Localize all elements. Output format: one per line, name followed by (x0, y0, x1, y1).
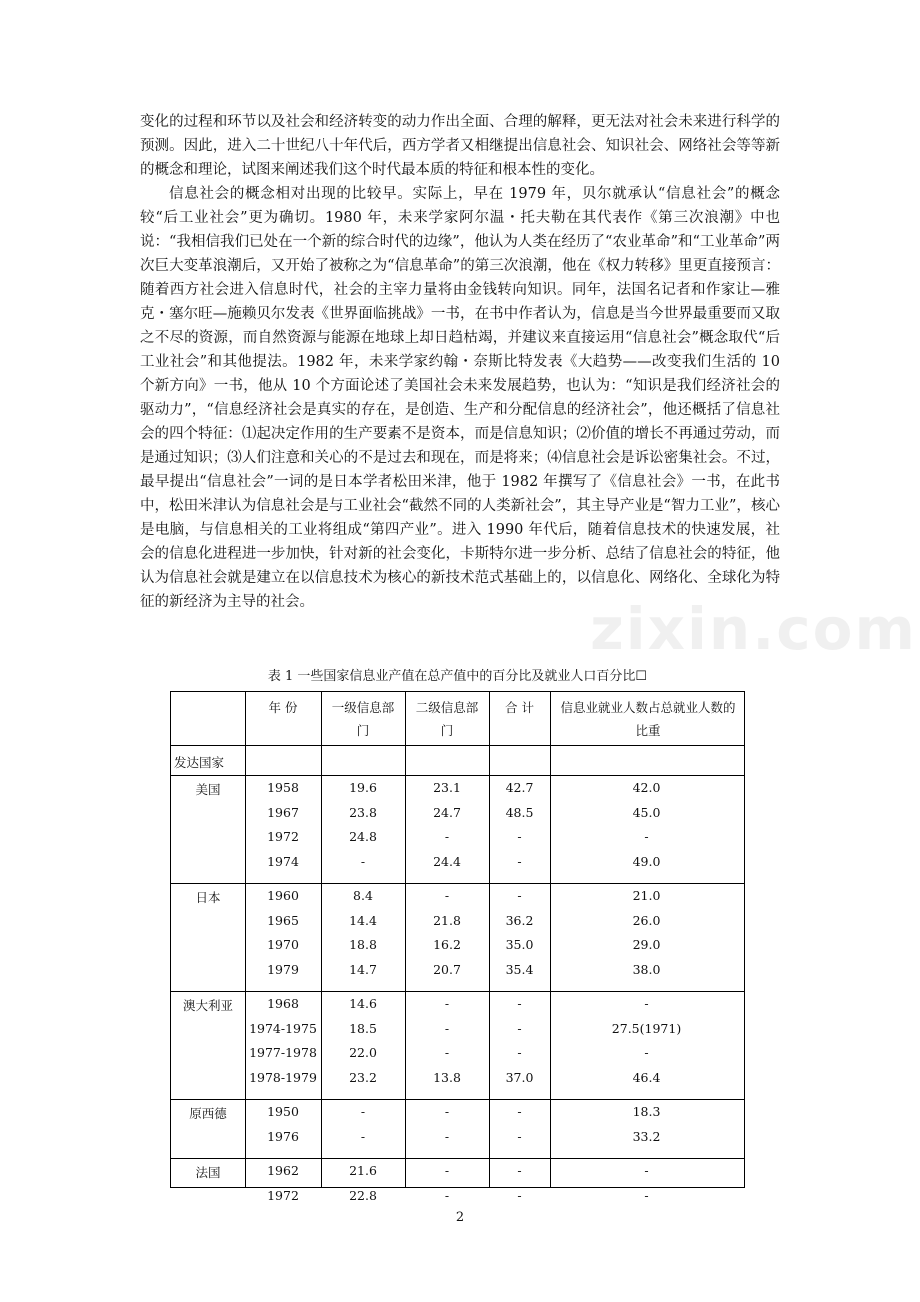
table-cell: 23.8 (349, 804, 377, 820)
table-cell: 24.7 (433, 804, 461, 820)
table-cell: 42.0 (632, 780, 661, 795)
table-cell: 42.7 (505, 780, 534, 795)
table-cell: - (444, 1163, 450, 1178)
country-cell: 原西德 (189, 1106, 227, 1121)
group-separator (171, 991, 744, 992)
table-cell: - (444, 888, 450, 903)
table-cell: 33.2 (632, 1128, 661, 1144)
table-cell: - (360, 1104, 366, 1119)
table-cell: 1972 (267, 1187, 299, 1203)
group-separator (171, 883, 744, 884)
table-cell: - (517, 829, 522, 844)
table-cell: - (444, 1045, 450, 1060)
table-cell: 1974-1975 (249, 1020, 317, 1036)
table-cell: 1979 (267, 961, 299, 977)
table-cell: 23.2 (349, 1069, 377, 1085)
country-cell: 美国 (195, 782, 221, 797)
table-cell: 1962 (267, 1163, 299, 1178)
table-cell: 19.6 (349, 780, 377, 795)
watermark: zixin.com (590, 595, 917, 663)
table-cell: 1967 (267, 804, 299, 820)
table-cell: - (517, 1104, 522, 1119)
table-cell: 1976 (267, 1128, 299, 1144)
country-cell: 日本 (195, 890, 221, 905)
group-separator (171, 1158, 744, 1159)
table-cell: 1958 (267, 780, 299, 795)
table-cell: 35.0 (505, 937, 534, 952)
table-cell: - (517, 996, 522, 1011)
table-cell: 37.0 (505, 1069, 534, 1085)
country-cell: 法国 (195, 1165, 221, 1180)
header-total: 合 计 (505, 700, 534, 715)
table-cell: - (644, 1045, 649, 1060)
table-cell: 48.5 (505, 804, 534, 820)
header-primary-sector: 一级信息部门 (331, 700, 395, 738)
table-cell: - (644, 1163, 649, 1178)
table-cell: - (444, 1020, 450, 1036)
table-cell: - (444, 829, 450, 844)
table-cell: - (517, 853, 522, 869)
table-cell: 26.0 (632, 912, 661, 928)
table-cell: 16.2 (433, 937, 461, 952)
table-cell: 21.0 (632, 888, 661, 903)
table-cell: 1965 (267, 912, 299, 928)
table-cell: - (517, 1128, 522, 1144)
header-secondary-sector: 二级信息部门 (415, 700, 479, 738)
table-row-line (171, 775, 744, 776)
table-cell: 22.8 (349, 1187, 377, 1203)
table-cell: 14.4 (349, 912, 377, 928)
table-cell: - (444, 1128, 450, 1144)
table-cell: - (644, 996, 649, 1011)
paragraph-1: 变化的过程和环节以及社会和经济转变的动力作出全面、合理的解释，更无法对社会未来进行科学的预测。因此，进入二十世纪八十年代后，西方学者又相继提出信息社会、知识社会、网络社会等等新的概念和理论，试图来阐述我们这个时代最本质的特征和根本性的变化。 (140, 114, 780, 178)
table-cell: 14.6 (349, 996, 377, 1011)
table-cell: - (517, 1163, 522, 1178)
page-number: 2 (455, 1210, 465, 1225)
data-table (170, 691, 745, 1203)
table-cell: - (644, 829, 649, 844)
table-cell: 49.0 (632, 853, 661, 869)
table-cell: - (517, 1187, 522, 1203)
table-cell: 18.8 (349, 937, 377, 952)
table-cell: 24.4 (433, 853, 461, 869)
table-row-line (171, 745, 744, 746)
table-cell: 1968 (267, 996, 299, 1011)
table-cell: - (360, 853, 366, 869)
table-cell: - (360, 1128, 366, 1144)
table-cell: - (444, 1187, 450, 1203)
table-cell: 20.7 (433, 961, 461, 977)
paragraph-2: 信息社会的概念相对出现的比较早。实际上，早在 1979 年，贝尔就承认“信息社会”的概念较“后工业社会”更为确切。1980 年，未来学家阿尔温・托夫勒在其代表作《第三次浪潮》中也说：“我相信我们已处在一个新的综合时代的边缘”，他认为人类在经历了“农业革命”和“工业革命”两次巨大变革浪潮后，又开始了被称之为“信息革命”的第三次浪潮，他在《权力转移》里更直接预言：随着西方社会进入信息时代，社会的主宰力量将由金钱转向知识。同年，法国名记者和作家让—雅克・塞尔旺—施赖贝尔发表《世界面临挑战》一书，在书中作者认为，信息是当今世界最重要而又取之不尽的资源，而自然资源与能源在地球上却日趋枯竭，并建议来直接运用“信息社会”概念取代“后工业社会”和其他提法。1982 年，未来学家约翰・奈斯比特发表《大趋势——改变我们生活的 10 个新方向》一书，他从 10 个方面论述了美国社会未来发展趋势，也认为：“知识是我们经济社会的驱动力”，“信息经济社会是真实的存在，是创造、生产和分配信息的经济社会”，他还概括了信息社会的四个特征：⑴起决定作用的生产要素不是资本，而是信息知识；⑵价值的增长不再通过劳动，而是通过知识；⑶人们注意和关心的不是过去和现在，而是将来；⑷信息社会是诉讼密集社会。不过，最早提出“信息社会”一词的是日本学者松田米津，他于 1982 年撰写了《信息社会》一书，在此书中，松田米津认为信息社会是与工业社会“截然不同的人类新社会”，其主导产业是“智力工业”，核心是电脑，与信息相关的工业将组成“第四产业”。进入 1990 年代后，随着信息技术的快速发展，社会的信息化进程进一步加快，针对新的社会变化，卡斯特尔进一步分析、总结了信息社会的特征，他认为信息社会就是建立在以信息技术为核心的新技术范式基础上的，以信息化、网络化、全球化为特征的新经济为主导的社会。 (140, 186, 780, 610)
table-cell: 27.5(1971) (611, 1020, 682, 1036)
table-cell: 13.8 (433, 1069, 461, 1085)
table-cell: 14.7 (349, 961, 377, 977)
group-separator (171, 1099, 744, 1100)
table-cell: 21.6 (349, 1163, 377, 1178)
table-cell: - (517, 1020, 522, 1036)
table-cell: 24.8 (349, 829, 377, 844)
table-cell: 38.0 (632, 961, 661, 977)
table-cell: - (517, 1045, 522, 1060)
table-cell: 1977-1978 (249, 1045, 317, 1060)
table-cell: - (444, 996, 450, 1011)
table-cell: 18.5 (349, 1020, 377, 1036)
table-cell: 45.0 (632, 804, 661, 820)
table-cell: 46.4 (632, 1069, 661, 1085)
table-cell: 8.4 (353, 888, 373, 903)
table-cell: 29.0 (632, 937, 661, 952)
table-cell: 1950 (267, 1104, 299, 1119)
table-cell: 18.3 (632, 1104, 661, 1119)
table-cell: 21.8 (433, 912, 461, 928)
header-employment-share: 信息业就业人数占总就业人数的比重 (560, 700, 736, 738)
country-cell: 澳大利亚 (182, 998, 233, 1013)
table-cell: 1978-1979 (249, 1069, 317, 1085)
header-year: 年 份 (268, 700, 298, 715)
table-cell: - (444, 1104, 450, 1119)
table-cell: 23.1 (433, 780, 461, 795)
table-cell: 1974 (267, 853, 299, 869)
table-cell: 1970 (267, 937, 299, 952)
table-cell: 35.4 (505, 961, 534, 977)
table-cell: - (644, 1187, 649, 1203)
table-cell: 36.2 (505, 912, 534, 928)
table-cell: 22.0 (349, 1045, 377, 1060)
table-cell: 1960 (267, 888, 299, 903)
category-label: 发达国家 (174, 755, 225, 770)
table-caption: 表 1 一些国家信息业产值在总产值中的百分比及就业人口百分比☐ (267, 669, 648, 684)
body-text (140, 110, 780, 614)
table-cell: - (517, 888, 522, 903)
table-cell: 1972 (267, 829, 299, 844)
